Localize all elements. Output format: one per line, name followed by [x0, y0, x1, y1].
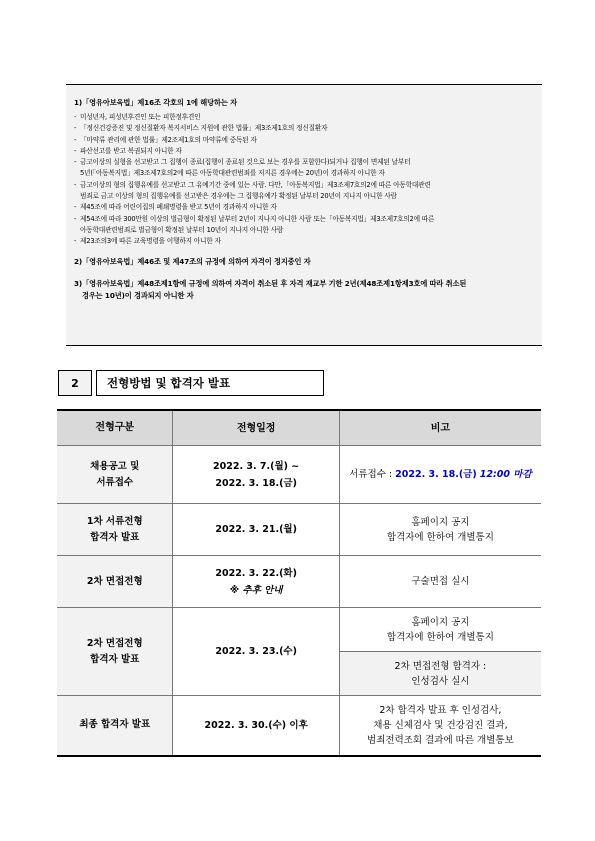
note-cell: 구술면접 실시: [339, 556, 541, 608]
date-cell: 2022. 3. 22.(화) ※ 추후 안내: [173, 556, 339, 608]
table-row: [57, 696, 541, 756]
section-title: 전형방법 및 합격자 발표: [96, 370, 324, 396]
note-cell: 서류접수 : 2022. 3. 18.(금) 12:00 마감: [339, 446, 541, 504]
stage-cell: 2차 면접전형 합격자 발표: [57, 608, 173, 696]
qual-item-1-heading: 1)「영유아보육법」제16조 각호의 1에 해당하는 자: [74, 98, 237, 107]
note-cell: 2차 합격자 발표 후 인성검사, 채용 신체검사 및 건강검진 결과, 범죄전력조회 결과에 따른 개별통보: [339, 696, 541, 756]
qual-item-2: 2)「영유아보육법」제46조 및 제47조의 규정에 의하여 자격이 정지중인 자: [74, 256, 311, 266]
note-cell: 2차 면접전형 합격자 : 인성검사 실시: [339, 652, 541, 696]
list-item: - 미성년자, 피성년후견인 또는 피한정후견인: [74, 113, 201, 121]
stage-cell: 1차 서류전형 합격자 발표: [57, 504, 173, 556]
table-row: [57, 608, 541, 652]
stage-cell: 2차 면접전형: [57, 556, 173, 608]
col-header-note: 비고: [339, 410, 541, 446]
stage-cell: 최종 합격자 발표: [57, 696, 173, 756]
list-item: - 제54조에 따라 300만원 이상의 벌금형이 확정된 날부터 2년이 지나지 아니한 사람 또는「아동복지법」제3조제7호의2에 따른 아동학대관련범죄로 벌금형이 확정된 날부터 10년이 지나지 아니한 사람: [74, 214, 435, 234]
stage-cell: 채용공고 및 서류접수: [57, 446, 173, 504]
date-cell: 2022. 3. 7.(월) ~ 2022. 3. 18.(금): [173, 446, 339, 504]
schedule-table: [57, 409, 541, 757]
table-row: [57, 446, 541, 504]
list-item: - 금고이상의 형의 집행유예를 선고받고 그 유예기간 중에 있는 사람. 다만,「아동복지법」제3조제7호의2에 따른 아동학대관련 범죄로 금고 이상의 형의 집행유예를 선고받은 경우에는 그 집행유예가 확정된 날부터 20년이 지나지 아니한 사람: [74, 180, 431, 201]
date-cell: 2022. 3. 23.(수): [173, 608, 339, 696]
table-row: [57, 504, 541, 556]
table-row: [57, 556, 541, 608]
qual-item-1-list: [74, 112, 536, 248]
list-item: - 「마약류 관리에 관한 법률」제2조제1호의 마약류에 중독된 자: [74, 135, 257, 144]
list-item: - 제45조에 따라 어린이집의 폐쇄명령을 받고 5년이 경과하지 아니한 자: [74, 203, 277, 212]
table-header-row: [57, 410, 541, 446]
col-header-date: 전형일정: [173, 410, 339, 446]
note-cell: 홈페이지 공지 합격자에 한하여 개별통지: [339, 608, 541, 652]
qual-item-3: 3)「영유아보육법」제48조제1항에 규정에 의하여 자격이 취소된 후 자격 재교부 기한 2년(제48조제1항제3호에 따라 취소된 경우는 10년)이 경과되지 아니한 자: [74, 278, 467, 300]
list-item: - 파산선고를 받고 복권되지 아니한 자: [74, 146, 182, 155]
list-item: - 제23조의3에 따른 교육명령을 이행하지 아니한 자: [74, 237, 221, 246]
list-item: - 「정신건강증진 및 정신질환자 복지서비스 지원에 관한 법률」제3조제1호의 정신질환자: [74, 124, 328, 133]
date-cell: 2022. 3. 21.(월): [173, 504, 339, 556]
section-number: 2: [58, 370, 92, 396]
list-item: - 금고이상의 실형을 선고받고 그 집행이 종료(집행이 종료된 것으로 보는 경우를 포함한다)되거나 집행이 면제된 날부터 5년(「아동복지법」제3조제7호의2에 따른 아동학대관련범죄를 저지른 경우에는 20년)이 경과하지 아니한 자: [74, 158, 411, 178]
note-cell: 홈페이지 공지 합격자에 한하여 개별통지: [339, 504, 541, 556]
col-header-stage: 전형구분: [57, 410, 173, 446]
date-cell: 2022. 3. 30.(수) 이후: [173, 696, 339, 756]
qualification-box: [66, 84, 542, 346]
